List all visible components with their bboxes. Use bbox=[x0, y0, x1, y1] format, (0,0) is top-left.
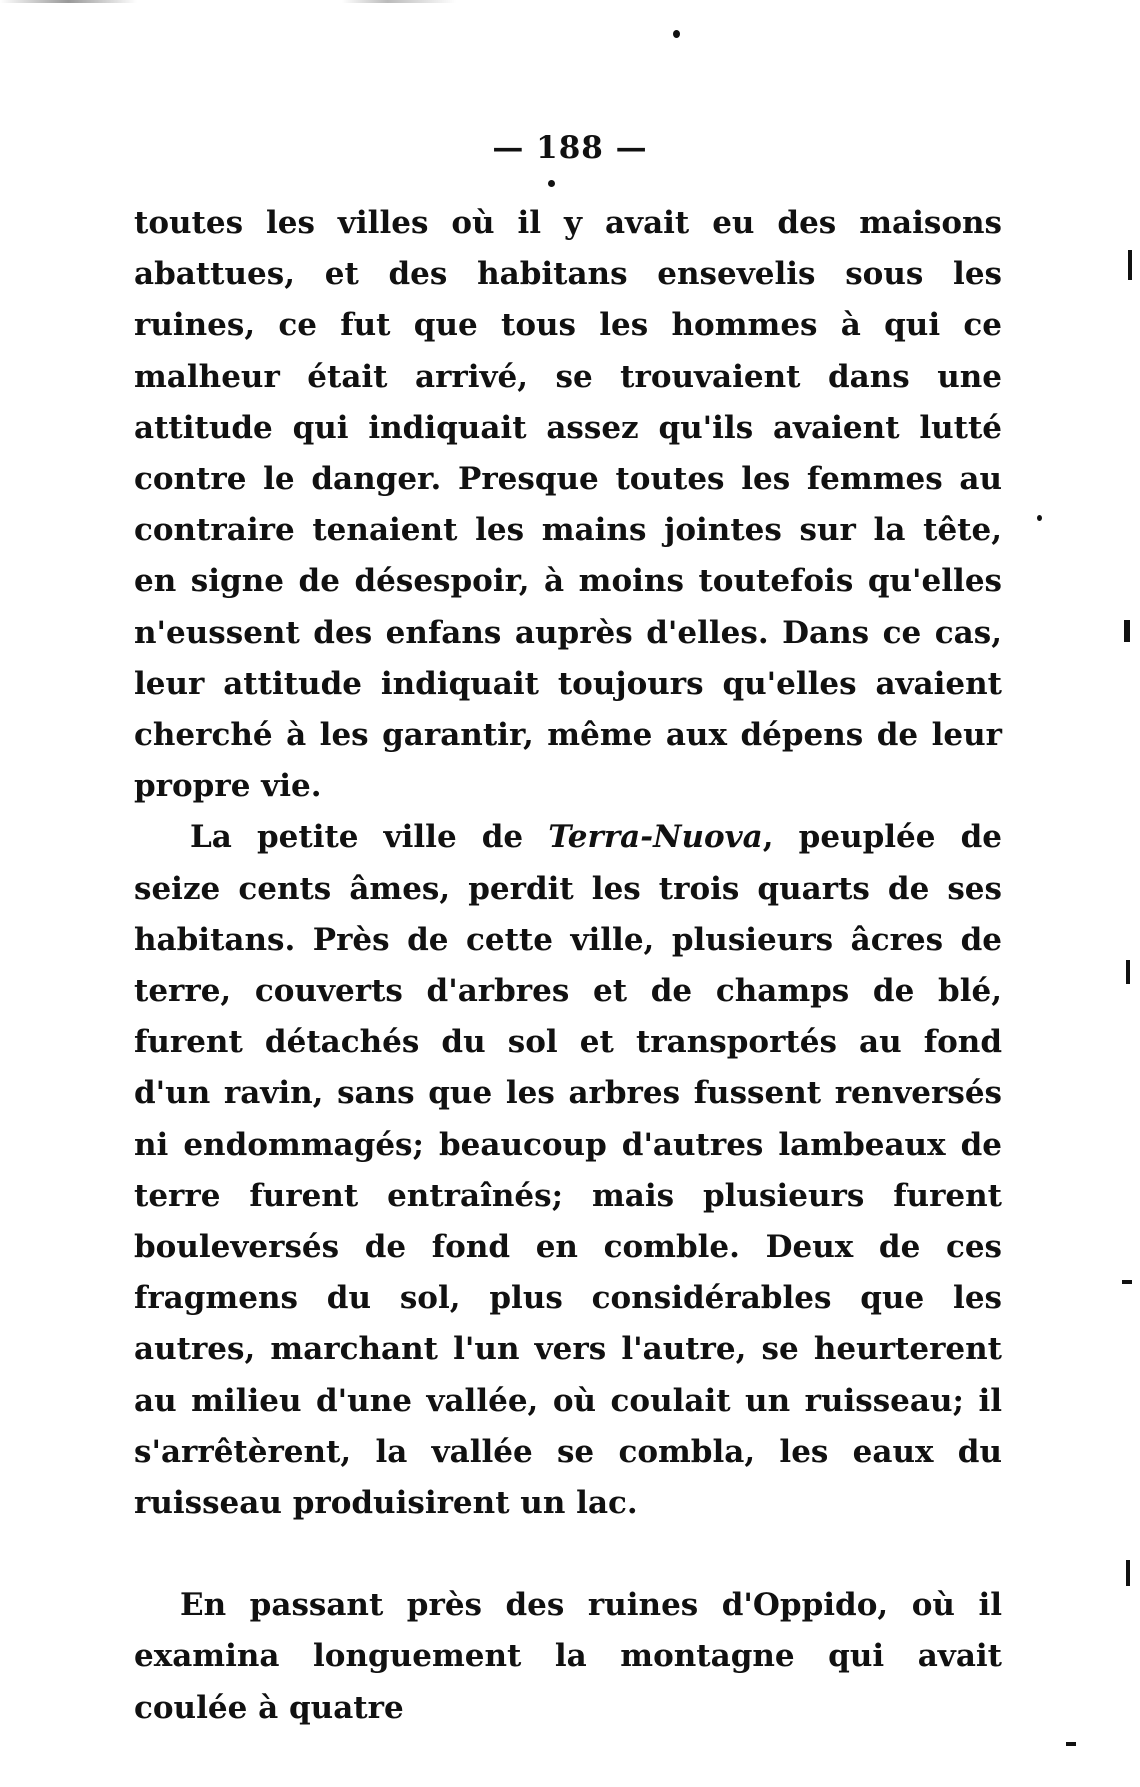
scan-speck bbox=[1037, 515, 1042, 521]
scan-edge-mark bbox=[1126, 960, 1130, 984]
scan-edge-mark bbox=[1128, 250, 1132, 280]
scan-edge-mark bbox=[1126, 1560, 1130, 1586]
scan-top-edge bbox=[0, 0, 1140, 3]
scan-edge-mark bbox=[1122, 1280, 1132, 1284]
scan-speck bbox=[673, 30, 680, 38]
scan-edge-mark bbox=[1066, 1742, 1076, 1746]
scan-speck bbox=[548, 180, 555, 187]
body-text bbox=[134, 198, 1002, 1734]
paragraph-3: En passant près des ruines d'Oppido, où il examina longuement la montagne qui avait coulée à quatre bbox=[134, 1587, 1002, 1726]
page-number: — 188 — bbox=[492, 130, 648, 166]
scan-edge-mark bbox=[1124, 620, 1130, 642]
paragraph-2-rest: , peuplée de seize cents âmes, perdit les trois quarts de ses habitans. Près de cette ville, plusieurs âcres de terre, couverts d'arbres et de champs de blé, furent détachés du sol et transportés au fond d'un ravin, sans que les arbres fussent renversés ni endommagés; beaucoup d'autres lambeaux de terre furent entraînés; mais plusieurs furent bouleversés de fond en comble. Deux de ces fragmens du sol, plus considérables que les autres, marchant l'un vers l'autre, se heurterent au milieu d'une vallée, où coulait un ruisseau; il s'arrêtèrent, la vallée se combla, les eaux du ruisseau produisirent un lac. bbox=[134, 819, 1002, 1522]
place-name-terra-nuova: Terra-Nuova bbox=[548, 819, 763, 856]
paragraph-2 bbox=[134, 812, 1002, 1529]
paragraph-1: toutes les villes où il y avait eu des maisons abattues, et des habitans ensevelis sous les ruines, ce fut que tous les hommes à qui ce malheur était arrivé, se trouvaient dans une attitude qui indiquait assez qu'ils avaient lutté contre le danger. Presque toutes les femmes au contraire tenaient les mains jointes sur la tête, en signe de désespoir, à moins toutefois qu'elles n'eussent des enfans auprès d'elles. Dans ce cas, leur attitude indiquait toujours qu'elles avaient cherché à les garantir, même aux dépens de leur propre vie. bbox=[134, 205, 1002, 805]
paragraph-2-start: La petite ville de bbox=[190, 819, 549, 856]
